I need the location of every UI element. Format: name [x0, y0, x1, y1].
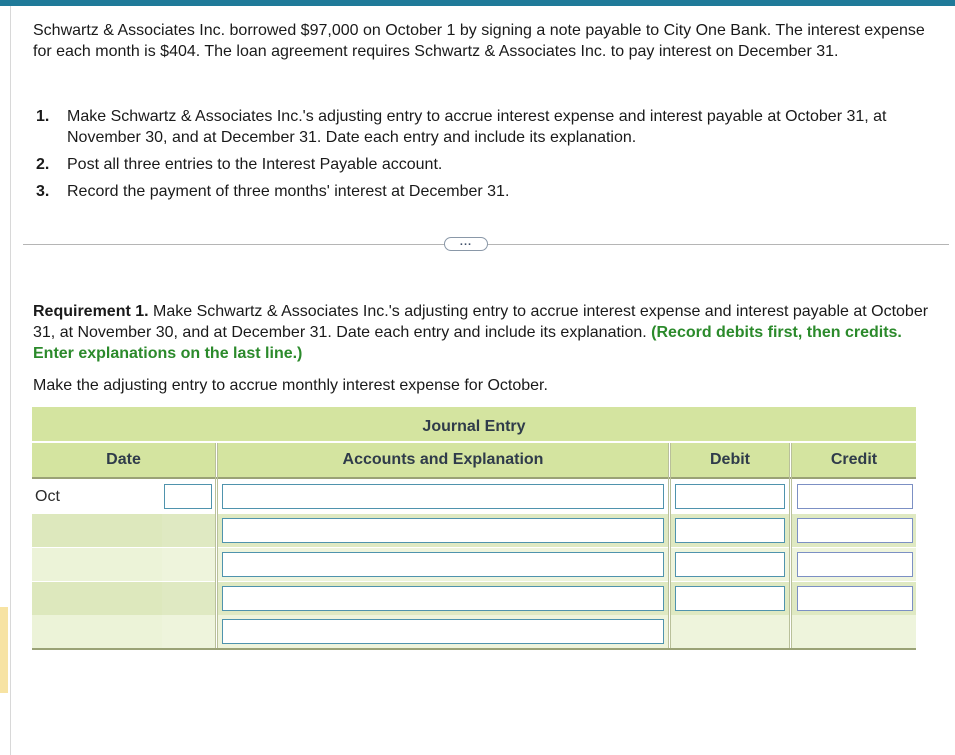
column-separator [789, 443, 792, 650]
problem-statement: Schwartz & Associates Inc. borrowed $97,000 on October 1 by signing a note payable to City One Bank. The interest expense for each month is $404. The loan agreement requires Schwartz & Associates Inc. to pay interest on December 31. [33, 22, 925, 60]
debit-cell [671, 480, 789, 513]
header-accounts: Accounts and Explanation [218, 443, 668, 477]
credit-input[interactable] [797, 586, 913, 611]
account-cell [218, 615, 668, 648]
date-cell [32, 480, 162, 513]
step-number: 1. [36, 108, 50, 125]
date-cell [32, 615, 162, 648]
steps-list [36, 106, 936, 208]
table-row [32, 615, 916, 648]
date-cell [32, 548, 162, 581]
step-text: Make Schwartz & Associates Inc.'s adjusting entry to accrue interest expense and interest payable at October 31, at November 30, and at December 31. Date each entry and include its explanation. [67, 108, 887, 146]
journal-entry-table [32, 407, 916, 650]
step-item [36, 106, 936, 148]
day-cell [162, 514, 215, 547]
credit-cell [792, 514, 916, 547]
debit-input[interactable] [675, 518, 785, 543]
debit-cell [671, 615, 789, 648]
explanation-input[interactable] [222, 619, 664, 644]
table-row [32, 514, 916, 547]
header-rule [32, 477, 916, 479]
day-cell [162, 548, 215, 581]
requirement-text [33, 301, 933, 364]
account-cell [218, 582, 668, 615]
account-cell [218, 548, 668, 581]
table-row [32, 548, 916, 581]
credit-input[interactable] [797, 518, 913, 543]
step-number: 2. [36, 156, 50, 173]
table-bottom-rule [32, 648, 916, 650]
left-border [10, 6, 11, 755]
header-credit: Credit [792, 443, 916, 477]
requirement-label: Requirement 1. [33, 303, 149, 320]
debit-input[interactable] [675, 552, 785, 577]
header-date: Date [32, 443, 215, 477]
credit-input[interactable] [797, 484, 913, 509]
account-input[interactable] [222, 586, 664, 611]
debit-cell [671, 514, 789, 547]
credit-input[interactable] [797, 552, 913, 577]
step-number: 3. [36, 183, 50, 200]
debit-cell [671, 582, 789, 615]
day-cell [162, 615, 215, 648]
requirement-instruction: (Record debits first, then credits. Enter explanations on the last line.) [33, 324, 902, 362]
table-row [32, 480, 916, 513]
side-tab[interactable] [0, 607, 8, 693]
date-cell [32, 514, 162, 547]
column-separator [668, 443, 671, 650]
account-cell [218, 514, 668, 547]
top-accent-bar [0, 0, 955, 6]
requirement-body: Make Schwartz & Associates Inc.'s adjusting entry to accrue interest expense and interest payable at October 31, at November 30, and at December 31. Date each entry and include its explanation. [33, 303, 929, 341]
debit-input[interactable] [675, 484, 785, 509]
expand-more-button[interactable]: ... [444, 237, 488, 251]
table-row [32, 582, 916, 615]
step-item [36, 181, 936, 202]
debit-input[interactable] [675, 586, 785, 611]
account-cell [218, 480, 668, 513]
account-input[interactable] [222, 518, 664, 543]
step-text: Record the payment of three months' interest at December 31. [67, 183, 510, 200]
account-input[interactable] [222, 484, 664, 509]
credit-cell [792, 548, 916, 581]
debit-cell [671, 548, 789, 581]
credit-cell [792, 615, 916, 648]
credit-cell [792, 480, 916, 513]
date-cell [32, 582, 162, 615]
journal-title: Journal Entry [32, 407, 916, 441]
credit-cell [792, 582, 916, 615]
sub-instruction: Make the adjusting entry to accrue monthly interest expense for October. [33, 377, 548, 394]
step-text: Post all three entries to the Interest Payable account. [67, 156, 443, 173]
day-cell [162, 480, 215, 513]
account-input[interactable] [222, 552, 664, 577]
header-debit: Debit [671, 443, 789, 477]
column-separator [215, 443, 218, 650]
step-item [36, 154, 936, 175]
month-label: Oct [35, 488, 60, 505]
day-input[interactable] [164, 484, 212, 509]
day-cell [162, 582, 215, 615]
